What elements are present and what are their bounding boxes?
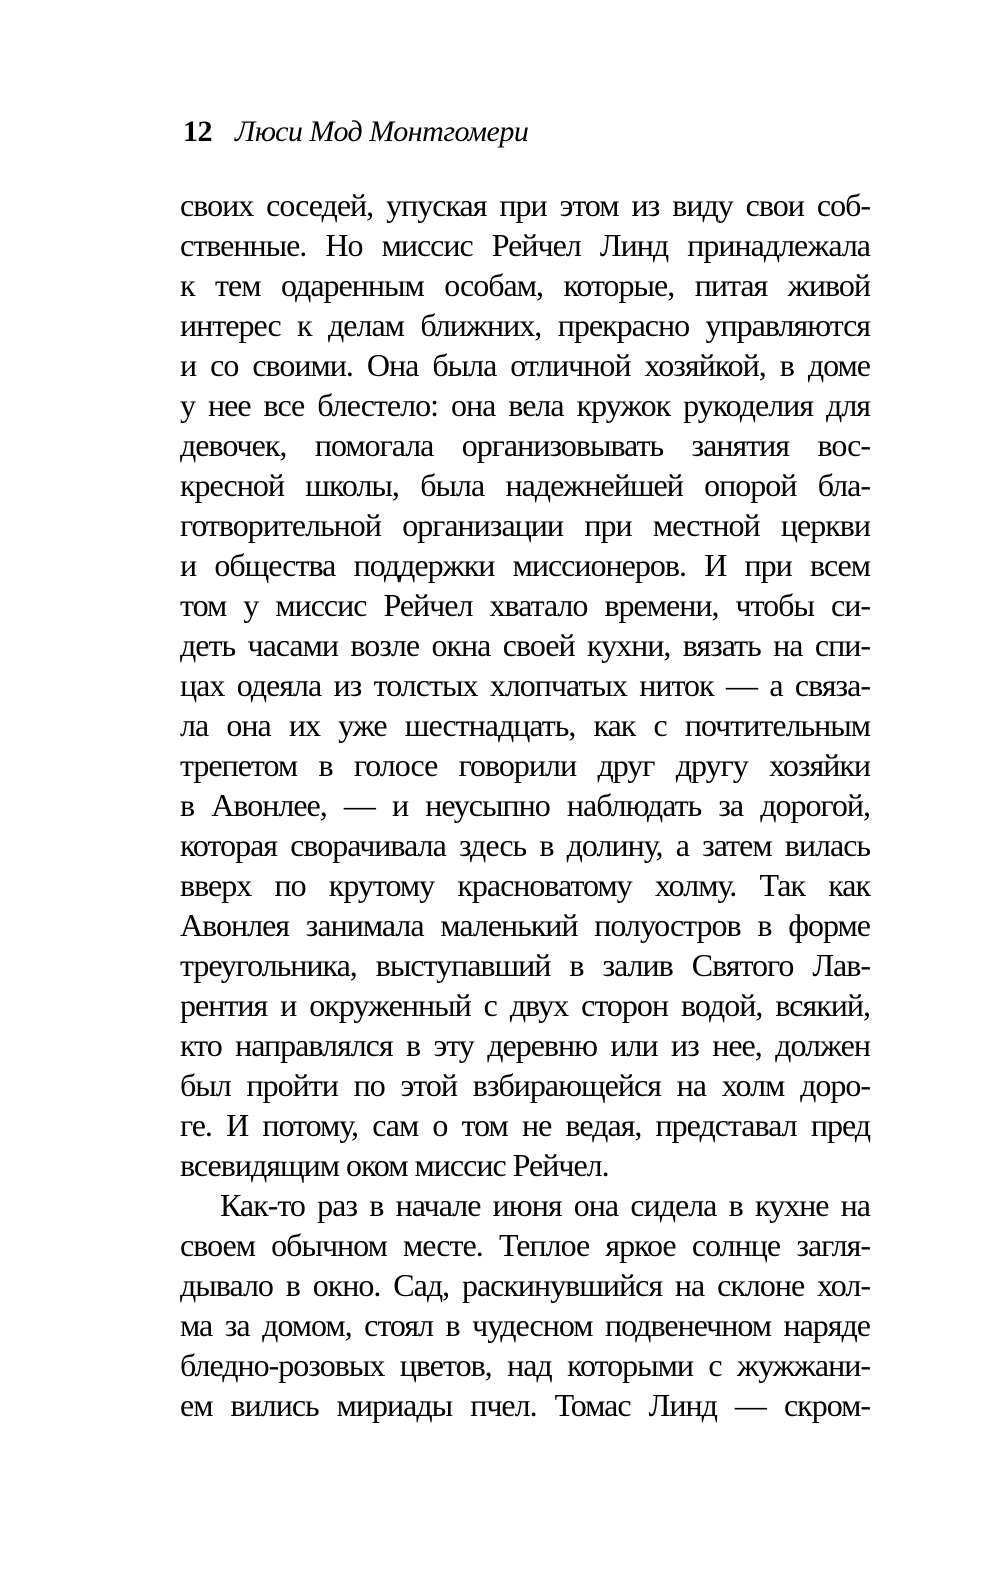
text-line: деть часами возле окна своей кухни, вязать на спи- bbox=[180, 627, 870, 663]
running-title: Люси Мод Монтгомери bbox=[235, 115, 529, 148]
text-line: и со своими. Она была отличной хозяйкой, в доме bbox=[180, 347, 870, 383]
text-line: рентия и окруженный с двух сторон водой, всякий, bbox=[180, 987, 870, 1023]
text-line: кресной школы, была надежнейшей опорой бла- bbox=[180, 467, 870, 503]
text-line: своем обычном месте. Теплое яркое солнце загля- bbox=[180, 1227, 870, 1263]
page-number: 12 bbox=[183, 115, 212, 148]
text-line: девочек, помогала организовывать занятия вос- bbox=[180, 427, 870, 463]
text-line: том у миссис Рейчел хватало времени, чтобы си- bbox=[180, 587, 870, 623]
text-line: дывало в окно. Сад, раскинувшийся на склоне хол- bbox=[180, 1267, 870, 1303]
text-line: бледно-розовых цветов, над которыми с жужжани- bbox=[180, 1347, 870, 1383]
text-line: ла она их уже шестнадцать, как с почтительным bbox=[180, 707, 870, 743]
text-line: готворительной организации при местной церкви bbox=[180, 507, 870, 543]
text-line: в Авонлее, — и неусыпно наблюдать за дорогой, bbox=[180, 787, 870, 823]
text-line: интерес к делам ближних, прекрасно управляются bbox=[180, 307, 870, 343]
text-line: цах одеяла из толстых хлопчатых ниток — а связа- bbox=[180, 667, 870, 703]
text-line: трепетом в голосе говорили друг другу хозяйки bbox=[180, 747, 870, 783]
text-line: ем вились мириады пчел. Томас Линд — скром- bbox=[180, 1387, 870, 1423]
text-line: был пройти по этой взбирающейся на холм доро- bbox=[180, 1067, 870, 1103]
page-body bbox=[180, 185, 870, 1425]
text-line: ма за домом, стоял в чудесном подвенечном наряде bbox=[180, 1307, 870, 1343]
text-line: ге. И потому, сам о том не ведая, представал пред bbox=[180, 1107, 870, 1143]
text-line: которая сворачивала здесь в долину, а затем вилась bbox=[180, 827, 870, 863]
text-line: и общества поддержки миссионеров. И при всем bbox=[180, 547, 870, 583]
text-line: у нее все блестело: она вела кружок рукоделия для bbox=[180, 387, 870, 423]
text-line: своих соседей, упуская при этом из виду свои соб- bbox=[180, 187, 870, 223]
text-line: вверх по крутому красноватому холму. Так как bbox=[180, 867, 870, 903]
page-header bbox=[183, 116, 528, 148]
paragraph bbox=[180, 1185, 870, 1425]
text-line: Авонлея занимала маленький полуостров в форме bbox=[180, 907, 870, 943]
text-line: к тем одаренным особам, которые, питая живой bbox=[180, 267, 870, 303]
text-line: кто направлялся в эту деревню или из нее, должен bbox=[180, 1027, 870, 1063]
text-line: ственные. Но миссис Рейчел Линд принадлежала bbox=[180, 227, 870, 263]
text-line: всевидящим оком миссис Рейчел. bbox=[180, 1147, 609, 1183]
text-line: треугольника, выступавший в залив Святого Лав- bbox=[180, 947, 870, 983]
paragraph bbox=[180, 185, 870, 1185]
text-line: Как-то раз в начале июня она сидела в кухне на bbox=[220, 1187, 870, 1223]
